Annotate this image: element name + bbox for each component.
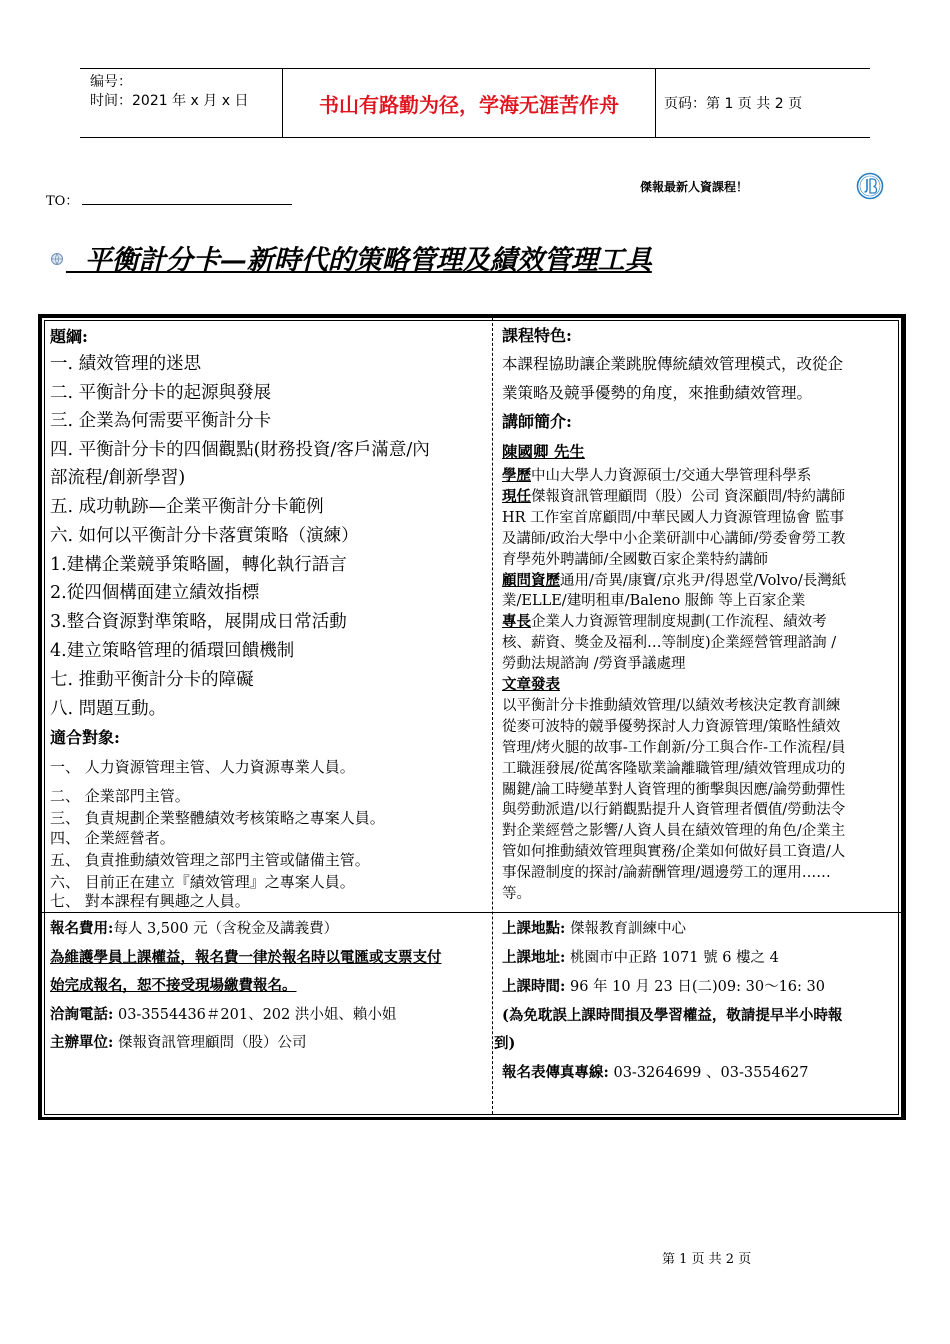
bio-line [502, 884, 531, 904]
address-label: 上課地址: [502, 949, 566, 966]
to-blank-line [82, 192, 292, 205]
outline-item: 二. 平衡計分卡的起源與發展 [50, 383, 272, 403]
bio-text: 管理/烤火腿的故事-工作創新/分工與合作-工作流程/員 [502, 740, 846, 756]
audience-item: 一、 人力資源管理主管、人力資源專業人員。 [50, 758, 355, 776]
outline-item: 八. 問題互動。 [50, 699, 167, 719]
column-divider [492, 318, 493, 1114]
outline-item: 一. 績效管理的迷思 [50, 354, 202, 374]
bio-text: 管如何推動績效管理與實務/企業如何做好員工資遣/人 [502, 844, 846, 860]
organizer-label: 主辦單位: [50, 1034, 114, 1051]
date-label: 时间：2021 年 x 月 x 日 [90, 93, 249, 109]
organizer-value: 傑報資訊管理顧問（股）公司 [113, 1035, 307, 1051]
page-indicator: 页码：第 1 页 共 2 页 [664, 96, 803, 112]
bio-line [502, 633, 836, 653]
audience-item: 五、 負責推動績效管理之部門主管或儲備主管。 [50, 851, 370, 869]
audience-item: 三、 負責規劃企業整體績效考核策略之專案人員。 [50, 809, 385, 827]
bio-line [502, 717, 840, 737]
bio-label: 學歷 [502, 467, 531, 484]
bio-text: 及講師/政治大學中小企業研訓中心講師/勞委會勞工教 [502, 531, 846, 547]
bio-text: HR 工作室首席顧問/中華民國人力資源管理協會 監事 [502, 510, 845, 526]
motto: 书山有路勤为径，学海无涯苦作舟 [282, 69, 656, 137]
bio-text: 企業人力資源管理制度規劃(工作流程、績效考 [531, 614, 827, 630]
bio-text: 業/ELLE/建明租車/Baleno 服飾 等上百家企業 [502, 593, 806, 609]
outline-heading: 題綱: [50, 327, 88, 346]
bio-line [502, 780, 845, 800]
fee-label: 報名費用: [50, 920, 114, 937]
bio-text: 與勞動派遣/以行銷觀點提升人資管理者價值/勞動法令 [502, 802, 846, 818]
fax-row [502, 1063, 808, 1083]
bio-text: 以平衡計分卡推動績效管理/以績效考核決定教育訓練 [502, 698, 841, 714]
fax-label: 報名表傳真專線: [502, 1064, 609, 1081]
bio-text: 工職涯發展/從萬客隆歇業論離職管理/績效管理成功的 [502, 761, 846, 777]
features-heading: 課程特色: [502, 326, 572, 345]
features-text: 本課程協助讓企業跳脫傳統績效管理模式，改從企 [502, 355, 844, 373]
bio-line [502, 466, 811, 486]
bio-text: 育學苑外聘講師/全國數百家企業特約講師 [502, 552, 768, 568]
phone-label: 洽詢電話: [50, 1006, 114, 1023]
bio-line [502, 675, 560, 695]
audience-item: 四、 企業經營者。 [50, 829, 175, 847]
bio-text: 事保證制度的探討/論薪酬管理/週邊勞工的運用…… [502, 865, 831, 881]
to-label: TO： [46, 194, 79, 209]
outline-item: 三. 企業為何需要平衡計分卡 [50, 411, 272, 431]
to-field [46, 190, 292, 209]
bio-text: 從麥可波特的競爭優勢探討人力資源管理/策略性績效 [502, 719, 841, 735]
bio-text: 關鍵/論工時變革對人資管理的衝擊與因應/論勞動彈性 [502, 782, 846, 798]
bio-label: 顧問資歷 [502, 572, 560, 589]
audience-item: 二、 企業部門主管。 [50, 787, 190, 805]
place-label: 上課地點: [502, 920, 566, 937]
bio-label: 文章發表 [502, 676, 560, 693]
outline-subitem: 2.從四個構面建立績效指標 [50, 583, 260, 603]
bio-line [502, 821, 845, 841]
bio-label: 現任 [502, 488, 531, 505]
instructor-name: 陳國卿 先生 [502, 442, 585, 461]
phone-value: 03-3554436＃201、202 洪小姐、賴小姐 [113, 1007, 397, 1023]
arrival-note: (為免耽誤上課時間損及學習權益，敬請提早半小時報 [502, 1007, 843, 1024]
bio-line [502, 529, 845, 549]
bio-label: 專長 [502, 613, 531, 630]
outline-item: 六. 如何以平衡計分卡落實策略（演練） [50, 526, 359, 546]
bio-line [502, 487, 845, 507]
header-meta [90, 73, 248, 111]
place-value: 傑報教育訓練中心 [565, 921, 686, 937]
bio-text: 等。 [502, 886, 531, 902]
bio-text: 核、薪資、獎金及福利…等制度)企業經營管理諮詢 / [502, 635, 837, 651]
instructor-heading: 講師簡介: [502, 412, 572, 431]
bio-line [502, 550, 768, 570]
fax-value: 03-3264699 、03-3554627 [608, 1065, 809, 1081]
bio-line [502, 759, 845, 779]
place-row [502, 919, 686, 939]
phone-row [50, 1005, 396, 1025]
section-divider [42, 912, 904, 913]
arrival-note: 到) [494, 1035, 516, 1052]
audience-heading: 適合對象: [50, 728, 120, 747]
bio-text: 通用/奇異/康寶/京兆尹/得恩堂/Volvo/長灣紙 [560, 573, 847, 589]
outline-subitem: 4.建立策略管理的循環回饋機制 [50, 641, 295, 661]
bio-line [502, 612, 827, 632]
bio-text: 中山大學人力資源碩士/交通大學管理科學系 [531, 468, 812, 484]
organizer-row [50, 1033, 306, 1053]
bio-text: 傑報資訊管理顧問（股）公司 資深顧問/特約講師 [531, 489, 845, 505]
outline-subitem: 3.整合資源對準策略，展開成日常活動 [50, 612, 347, 632]
time-value: 96 年 10 月 23 日(二)09: 30～16: 30 [565, 979, 825, 995]
audience-item: 六、 目前正在建立『績效管理』之專案人員。 [50, 873, 355, 891]
number-label: 编号： [90, 74, 132, 90]
bio-line [502, 800, 845, 820]
outline-item: 七. 推動平衡計分卡的障礙 [50, 670, 254, 690]
address-value: 桃園市中正路 1071 號 6 樓之 4 [565, 950, 779, 966]
fee-value: 每人 3,500 元（含稅金及講義費） [113, 921, 339, 937]
fee-row [50, 919, 338, 939]
promo-text: 傑報最新人資課程！ [640, 180, 749, 194]
company-logo-icon [856, 172, 884, 200]
globe-icon [50, 252, 64, 266]
outline-subitem: 1.建構企業競爭策略圖，轉化執行語言 [50, 555, 347, 575]
bio-line [502, 696, 840, 716]
bio-line [502, 842, 845, 862]
audience-item: 七、 對本課程有興趣之人員。 [50, 892, 250, 910]
page-footer: 第 1 页 共 2 页 [662, 1252, 752, 1267]
bio-line [502, 591, 805, 611]
bio-text: 對企業經營之影響/人資人員在績效管理的角色/企業主 [502, 823, 846, 839]
address-row [502, 948, 779, 968]
time-row [502, 977, 825, 997]
outline-item: 部流程/創新學習) [50, 468, 186, 488]
bio-line [502, 508, 844, 528]
page-title: 平衡計分卡—新時代的策略管理及績效管理工具 [66, 245, 652, 276]
bio-text: 勞動法規諮詢 /勞資爭議處理 [502, 656, 686, 672]
payment-notice: 始完成報名，恕不接受現場繳費報名。 [50, 977, 297, 994]
bio-line [502, 863, 831, 883]
outline-item: 五. 成功軌跡—企業平衡計分卡範例 [50, 497, 324, 517]
bio-line [502, 738, 845, 758]
outline-item: 四. 平衡計分卡的四個觀點(財務投資/客戶滿意/內 [50, 440, 430, 460]
bio-line [502, 571, 846, 591]
time-label: 上課時間: [502, 978, 566, 995]
features-text: 業策略及競爭優勢的角度，來推動績效管理。 [502, 384, 813, 402]
payment-notice: 為維護學員上課權益，報名費一律於報名時以電匯或支票支付 [50, 949, 442, 966]
document-header [80, 68, 870, 138]
bio-line [502, 654, 686, 674]
